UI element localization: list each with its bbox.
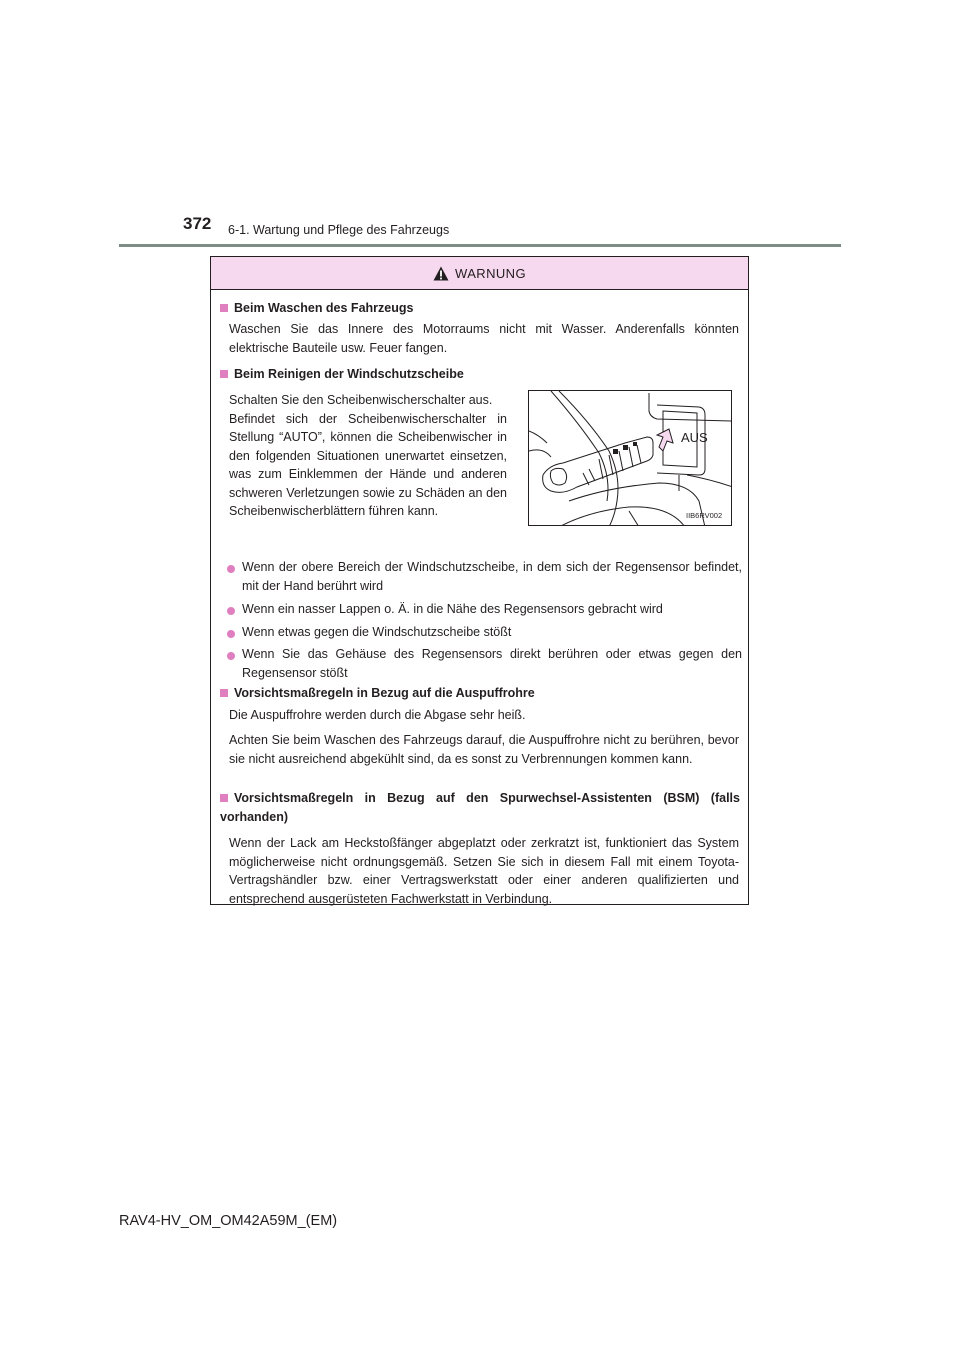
warning-content	[211, 290, 748, 904]
paragraph-line: Schalten Sie den Scheibenwischerschalter aus.	[229, 393, 493, 407]
steering-column-drawing	[529, 391, 732, 526]
warning-box	[210, 256, 749, 905]
section-heading	[220, 366, 464, 383]
list-item: Wenn etwas gegen die Windschutzscheibe stößt	[242, 625, 512, 639]
figure-code: IIB6RV002	[686, 511, 723, 520]
section-paragraph: Waschen Sie das Innere des Motorraums nicht mit Wasser. Anderenfalls könnten elektrische Bauteile usw. Feuer fangen.	[229, 322, 739, 355]
section-heading	[220, 300, 413, 317]
warning-triangle-icon	[433, 266, 449, 281]
warning-title: WARNUNG	[455, 265, 526, 281]
footer-model-code: RAV4-HV_OM_OM42A59M_(EM)	[119, 1213, 338, 1229]
section-title: 6-1. Wartung und Pflege des Fahrzeugs	[228, 223, 450, 237]
section-paragraph: Die Auspuffrohre werden durch die Abgase sehr heiß.	[229, 708, 526, 722]
section-paragraph	[229, 391, 507, 521]
square-bullet-icon	[220, 794, 228, 802]
section-heading	[220, 789, 740, 827]
round-bullet-icon	[227, 630, 235, 638]
section-heading-text: Beim Waschen des Fahrzeugs	[234, 301, 414, 315]
square-bullet-icon	[220, 370, 228, 378]
wiper-switch-illustration	[528, 390, 732, 526]
round-bullet-icon	[227, 652, 235, 660]
section-paragraph: Wenn der Lack am Heckstoßfänger abgeplatzt oder zerkratzt ist, funktioniert das System möglicherweise nicht ordnungsgemäß. Setzen Sie sich in diesem Fall mit einem Toyota-Vertragshändler bzw. einer Vertragswerkstatt oder einer anderen qualifizierten und entsprechend ausgerüsteten Fachwerkstatt in Verbindung.	[229, 836, 739, 906]
section-heading	[220, 685, 535, 702]
section-paragraph: Achten Sie beim Waschen des Fahrzeugs darauf, die Auspuffrohre nicht zu berühren, bevor sie nicht ausreichend abgekühlt sind, da es sonst zu Verbrennungen kommen kann.	[229, 733, 739, 766]
section-heading-text: Vorsichtsmaßregeln in Bezug auf den Spurwechsel-Assistenten (BSM) (falls vorhanden)	[220, 791, 740, 824]
round-bullet-icon	[227, 565, 235, 573]
warning-header	[211, 257, 748, 290]
header-rule	[119, 244, 841, 247]
paragraph-line: Befindet sich der Scheibenwischerschalter in Stellung “AUTO”, können die Scheibenwischer in den folgenden Situationen unerwartet einsetzen, was zum Einklemmen der Hände und anderen schweren Verletzungen sowie zu Schäden an den Scheibenwischerblättern führen kann.	[229, 411, 507, 518]
section-heading-text: Vorsichtsmaßregeln in Bezug auf die Auspuffrohre	[234, 686, 535, 700]
section-heading-text: Beim Reinigen der Windschutzscheibe	[234, 367, 464, 381]
square-bullet-icon	[220, 689, 228, 697]
round-bullet-icon	[227, 607, 235, 615]
list-item: Wenn ein nasser Lappen o. Ä. in die Nähe des Regensensors gebracht wird	[242, 602, 663, 616]
list-item: Wenn Sie das Gehäuse des Regensensors direkt berühren oder etwas gegen den Regensensor stößt	[242, 647, 742, 680]
list-item: Wenn der obere Bereich der Windschutzscheibe, in dem sich der Regensensor befindet, mit der Hand berührt wird	[242, 560, 742, 593]
page-number: 372	[183, 214, 212, 233]
aus-label: AUS	[681, 430, 708, 445]
square-bullet-icon	[220, 304, 228, 312]
